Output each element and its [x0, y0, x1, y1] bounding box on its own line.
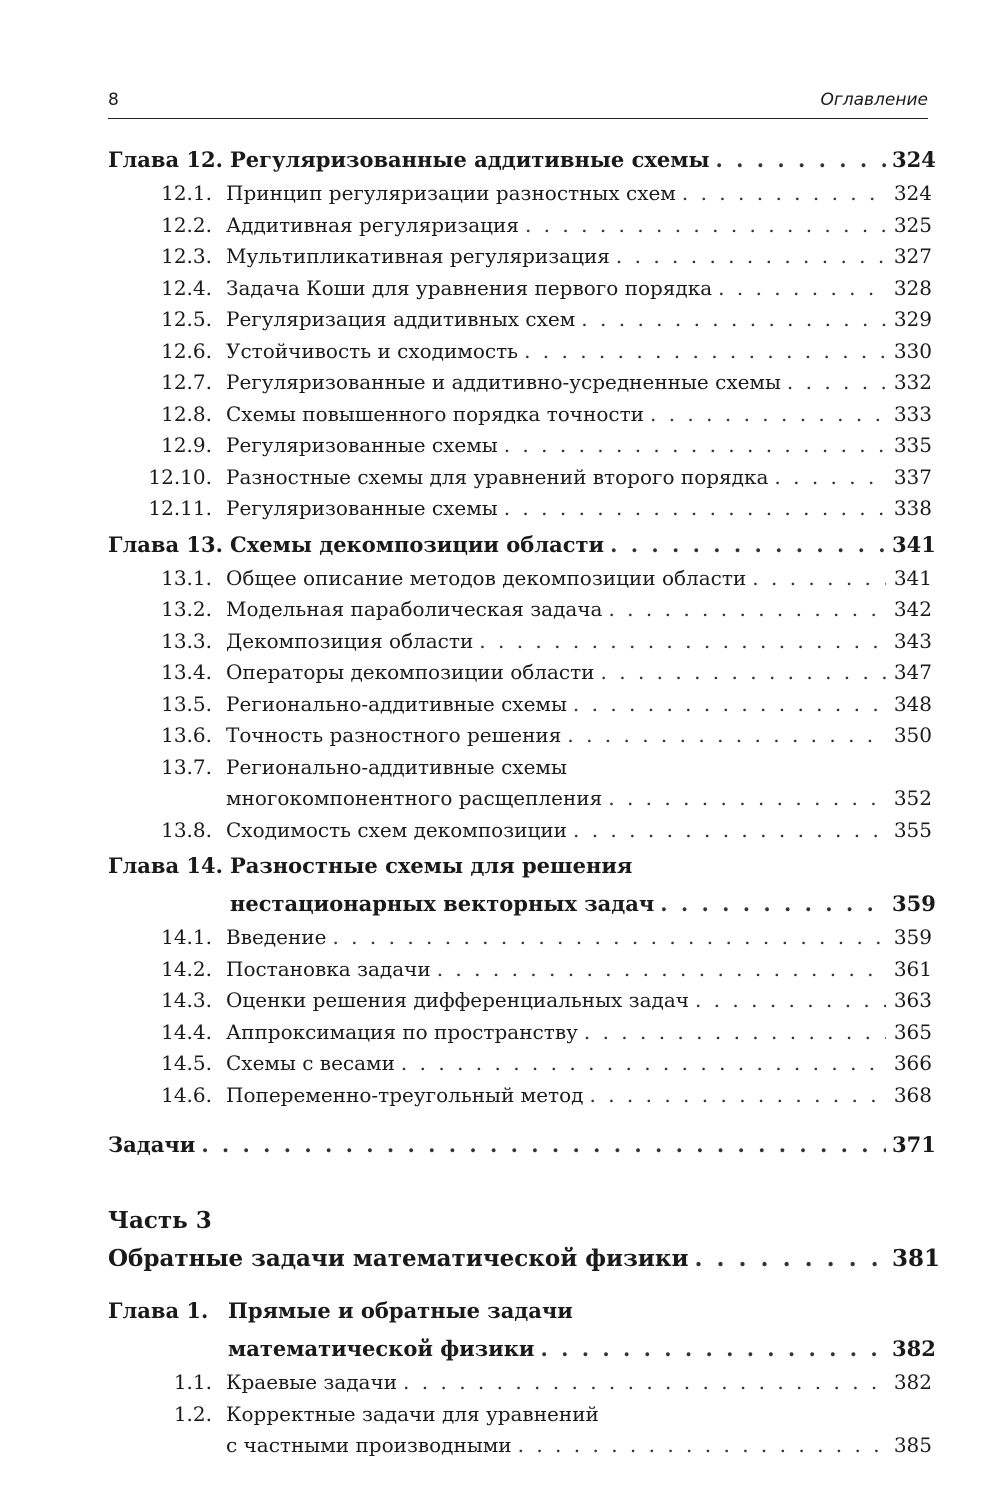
entry-body: [226, 689, 932, 721]
dot-leader: [573, 689, 886, 721]
dot-leader: [695, 985, 886, 1017]
entry-title: Мультипликативная регуляризация: [226, 241, 616, 273]
entry-body: [226, 783, 932, 815]
entry-body: [226, 1017, 932, 1049]
section-entry: [108, 657, 932, 689]
dot-leader: [518, 1430, 886, 1462]
entry-title: Обратные задачи математической физики: [108, 1241, 695, 1277]
entry-title: Схемы повышенного порядка точности: [226, 399, 650, 431]
entry-page: 332: [886, 367, 932, 399]
entry-number: 14.2.: [161, 956, 212, 981]
entry-page: 382: [886, 1367, 932, 1399]
entry-body: [226, 399, 932, 431]
entry-number: Глава 1.: [108, 1298, 209, 1323]
entry-number: 1.1.: [173, 1370, 212, 1394]
entry-page: 371: [886, 1127, 932, 1163]
entry-title: Регионально-аддитивные схемы: [226, 752, 573, 784]
section-entry: [108, 752, 932, 784]
entry-number: 12.9.: [161, 433, 212, 457]
entry-title: Оценки решения дифференциальных задач: [226, 985, 695, 1017]
entry-number: 12.2.: [161, 212, 212, 237]
running-header: [108, 86, 928, 119]
section-entry: [108, 1017, 932, 1049]
entry-title: Модельная параболическая задача: [226, 594, 608, 626]
entry-number: 12.10.: [148, 464, 212, 489]
entry-page: 348: [886, 689, 932, 721]
entry-page: 341: [886, 563, 932, 595]
entry-body: [228, 1331, 936, 1367]
entry-title: Устойчивость и сходимость: [226, 336, 524, 368]
entry-title: Введение: [226, 922, 332, 954]
dot-leader: [567, 720, 886, 752]
dot-leader: [581, 304, 886, 336]
section-entry: [108, 367, 932, 399]
entry-title: Постановка задачи: [226, 954, 437, 986]
entry-number: 12.1.: [161, 181, 212, 205]
entry-page: 352: [886, 783, 932, 815]
entry-page: 324: [886, 142, 932, 178]
dot-leader: [616, 241, 886, 273]
entry-page: 337: [886, 462, 932, 494]
dot-leader: [201, 1127, 886, 1163]
section-entry: [108, 273, 932, 305]
entry-number: 14.5.: [161, 1051, 212, 1075]
entry-body: [226, 1430, 932, 1462]
entry-page: 338: [886, 493, 932, 525]
entry-page: 366: [886, 1048, 932, 1080]
entry-number: 14.3.: [161, 988, 212, 1012]
part-label: [108, 1203, 932, 1239]
entry-page: 361: [886, 954, 932, 986]
dot-leader: [718, 273, 886, 305]
entry-title: многокомпонентного расщепления: [226, 783, 608, 815]
entry-title: Разностные схемы для решения: [230, 848, 638, 884]
dot-leader: [752, 563, 886, 595]
entry-title: Регуляризованные схемы: [226, 430, 504, 462]
section-entry: [108, 626, 932, 658]
entry-page: 328: [886, 273, 932, 305]
entry-body: [230, 142, 936, 178]
dot-leader: [504, 493, 886, 525]
entry-number: 13.8.: [161, 817, 212, 842]
section-entry-cont: [108, 1430, 932, 1462]
section-entry: [108, 462, 932, 494]
entry-body: [226, 336, 932, 368]
entry-body: [108, 1241, 941, 1277]
entry-page: 381: [886, 1241, 932, 1277]
dot-leader: [608, 783, 886, 815]
section-entry: [108, 1080, 932, 1112]
entry-page: 365: [886, 1017, 932, 1049]
entry-number: 1.2.: [173, 1401, 212, 1426]
dot-leader: [660, 886, 886, 922]
entry-number: 13.1.: [161, 565, 212, 590]
dot-leader: [589, 1080, 886, 1112]
entry-body: [226, 985, 932, 1017]
chapter-heading: [108, 527, 936, 563]
section-entry: [108, 594, 932, 626]
dot-leader: [525, 210, 886, 242]
section-entry: [108, 922, 932, 954]
entry-title: Точность разностного решения: [226, 720, 567, 752]
section-entry: [108, 304, 932, 336]
dot-leader: [437, 954, 886, 986]
running-title: Оглавление: [820, 90, 928, 110]
entry-title: Регуляризация аддитивных схем: [226, 304, 581, 336]
entry-number: 13.4.: [161, 660, 212, 684]
dot-leader: [332, 922, 886, 954]
entry-title: Регуляризованные аддитивные схемы: [230, 142, 716, 178]
section-entry: [108, 336, 932, 368]
entry-title: нестационарных векторных задач: [230, 886, 660, 922]
entry-title: Принцип регуляризации разностных схем: [226, 178, 682, 210]
entry-page: 330: [886, 336, 932, 368]
entry-number: 14.1.: [161, 925, 212, 949]
entry-page: 359: [886, 886, 932, 922]
section-entry-cont: [108, 783, 932, 815]
entry-number: 13.7.: [161, 754, 212, 779]
entry-body: [230, 848, 932, 884]
entry-title: математической физики: [228, 1331, 540, 1367]
entry-page: 325: [886, 210, 932, 242]
dot-leader: [608, 594, 886, 626]
dot-leader: [479, 626, 886, 658]
entry-title: Общее описание методов декомпозиции области: [226, 563, 752, 595]
entry-title: Задачи: [108, 1127, 201, 1163]
dot-leader: [504, 430, 886, 462]
entry-body: [226, 752, 932, 784]
entry-title: Корректные задачи для уравнений: [226, 1399, 605, 1431]
part-title: [108, 1241, 941, 1277]
spacer: [108, 1277, 932, 1291]
chapter-heading: [108, 848, 932, 884]
entry-page: 347: [886, 657, 932, 689]
entry-page: 333: [886, 399, 932, 431]
entry-body: [226, 954, 932, 986]
entry-body: [230, 527, 936, 563]
entry-page: 324: [886, 178, 932, 210]
table-of-contents: [108, 140, 941, 1462]
entry-title: Прямые и обратные задачи: [228, 1293, 579, 1329]
entry-body: [226, 210, 932, 242]
section-entry: [108, 210, 932, 242]
entry-body: [226, 1080, 932, 1112]
entry-page: 368: [886, 1080, 932, 1112]
spacer: [108, 1163, 932, 1201]
dot-leader: [787, 367, 886, 399]
entry-title: Часть 3: [108, 1203, 218, 1239]
entry-page: 342: [886, 594, 932, 626]
entry-body: [226, 594, 932, 626]
section-entry: [108, 178, 932, 210]
entry-number: 13.5.: [161, 691, 212, 716]
entry-number: Глава 14.: [108, 853, 223, 878]
entry-page: 327: [886, 241, 932, 273]
dot-leader: [584, 1017, 886, 1049]
entry-page: 350: [886, 720, 932, 752]
tasks-heading: [108, 1127, 936, 1163]
entry-body: [226, 304, 932, 336]
entry-page: 363: [886, 985, 932, 1017]
entry-title: Операторы декомпозиции области: [226, 657, 601, 689]
entry-title: Схемы с весами: [226, 1048, 401, 1080]
entry-body: [226, 430, 932, 462]
entry-body: [226, 178, 932, 210]
entry-title: Регуляризованные схемы: [226, 493, 504, 525]
dot-leader: [540, 1331, 886, 1367]
dot-leader: [774, 462, 886, 494]
entry-body: [228, 1293, 932, 1329]
dot-leader: [524, 336, 886, 368]
entry-number: 14.4.: [161, 1019, 212, 1044]
entry-number: 13.2.: [161, 597, 212, 621]
entry-body: [226, 563, 932, 595]
entry-title: Сходимость схем декомпозиции: [226, 815, 573, 847]
entry-body: [226, 273, 932, 305]
entry-number: 12.8.: [161, 401, 212, 426]
entry-page: 329: [886, 304, 932, 336]
dot-leader: [610, 527, 886, 563]
section-entry: [108, 954, 932, 986]
entry-title: с частными производными: [226, 1430, 518, 1462]
entry-body: [226, 626, 932, 658]
entry-title: Аппроксимация по пространству: [226, 1017, 584, 1049]
section-entry: [108, 399, 932, 431]
entry-number: 12.4.: [161, 275, 212, 300]
section-entry: [108, 1367, 932, 1399]
dot-leader: [650, 399, 886, 431]
dot-leader: [403, 1367, 886, 1399]
entry-body: [226, 367, 932, 399]
entry-page: 343: [886, 626, 932, 658]
entry-page: 382: [886, 1331, 932, 1367]
section-entry: [108, 720, 932, 752]
entry-page: 385: [886, 1430, 932, 1462]
entry-page: 341: [886, 527, 932, 563]
dot-leader: [601, 657, 886, 689]
entry-number: 13.6.: [161, 723, 212, 747]
entry-number: 12.7.: [161, 370, 212, 394]
chapter-heading-cont: [108, 1331, 936, 1367]
entry-body: [230, 886, 936, 922]
entry-page: 355: [886, 815, 932, 847]
section-entry: [108, 985, 932, 1017]
section-entry: [108, 241, 932, 273]
entry-title: Аддитивная регуляризация: [226, 210, 525, 242]
dot-leader: [695, 1241, 886, 1277]
entry-title: Регуляризованные и аддитивно-усредненные схемы: [226, 367, 787, 399]
entry-number: 12.3.: [161, 244, 212, 268]
entry-body: [226, 657, 932, 689]
entry-number: 12.11.: [148, 496, 212, 520]
section-entry: [108, 689, 932, 721]
entry-body: [226, 815, 932, 847]
entry-title: Попеременно-треугольный метод: [226, 1080, 589, 1112]
entry-body: [226, 241, 932, 273]
dot-leader: [682, 178, 886, 210]
entry-page: 359: [886, 922, 932, 954]
chapter-heading: [108, 1293, 932, 1329]
entry-title: Схемы декомпозиции области: [230, 527, 610, 563]
chapter-heading-cont: [108, 886, 936, 922]
entry-body: [226, 462, 932, 494]
dot-leader: [573, 815, 886, 847]
entry-body: [226, 493, 932, 525]
section-entry: [108, 815, 932, 847]
chapter-heading: [108, 142, 936, 178]
entry-body: [226, 922, 932, 954]
dot-leader: [716, 142, 886, 178]
entry-body: [226, 1048, 932, 1080]
entry-title: Декомпозиция области: [226, 626, 479, 658]
entry-title: Регионально-аддитивные схемы: [226, 689, 573, 721]
entry-title: Разностные схемы для уравнений второго порядка: [226, 462, 774, 494]
spacer: [108, 1111, 932, 1125]
entry-body: [226, 1399, 932, 1431]
entry-number: Глава 13.: [108, 531, 223, 557]
entry-number: 12.5.: [161, 307, 212, 331]
section-entry: [108, 430, 932, 462]
entry-number: Глава 12.: [108, 147, 223, 172]
entry-body: [108, 1203, 932, 1239]
section-entry: [108, 1399, 932, 1431]
entry-title: Краевые задачи: [226, 1367, 403, 1399]
dot-leader: [401, 1048, 886, 1080]
entry-page: 335: [886, 430, 932, 462]
entry-title: Задача Коши для уравнения первого порядка: [226, 273, 718, 305]
entry-body: [226, 1367, 932, 1399]
section-entry: [108, 493, 932, 525]
entry-number: 14.6.: [161, 1082, 212, 1107]
entry-body: [108, 1127, 936, 1163]
entry-number: 13.3.: [161, 628, 212, 653]
entry-number: 12.6.: [161, 338, 212, 363]
section-entry: [108, 563, 932, 595]
page-number: 8: [108, 90, 119, 110]
entry-body: [226, 720, 932, 752]
section-entry: [108, 1048, 932, 1080]
